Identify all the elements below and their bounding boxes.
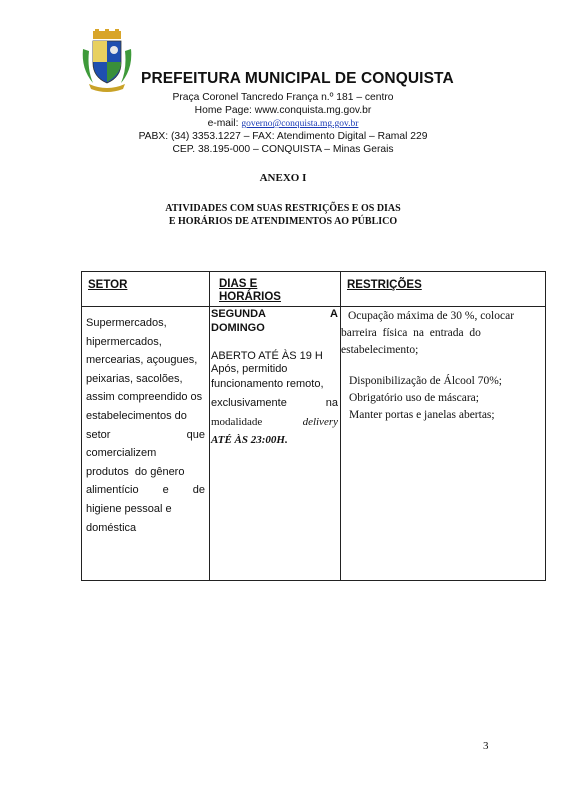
column-header-restricoes: RESTRIÇÕES: [347, 279, 422, 291]
column-header-dias: DIAS E HORÁRIOS: [219, 278, 281, 303]
activities-table: [81, 271, 546, 581]
column-header-setor: SETOR: [88, 279, 128, 291]
header-cell-setor: [82, 272, 210, 307]
page-number: 3: [483, 740, 489, 752]
annex-subtitle-line1: ATIVIDADES COM SUAS RESTRIÇÕES E OS DIAS: [165, 203, 401, 214]
setor-text: Supermercados, hipermercados, mercearias, açougues, peixarias, sacolões, assim compreendido os estabelecimentos do setor que comercializem produtos do gênero alimentício e de higiene pessoal e doméstica: [86, 317, 205, 534]
email-link[interactable]: governo@conquista.mg.gov.br: [241, 119, 359, 129]
header-cell-restricoes: [341, 272, 546, 307]
dias-text: SEGUNDA A DOMINGO ABERTO ATÉ ÀS 19 H Após, permitido funcionamento remoto, exclusivamente na modalidade delivery ATÉ ÀS 23:00H.: [211, 308, 338, 446]
annex-title: ANEXO I: [259, 172, 307, 184]
page-title: PREFEITURA MUNICIPAL DE CONQUISTA: [141, 70, 454, 87]
setor-cell: [82, 307, 210, 581]
email-label: e-mail:: [207, 118, 242, 129]
restricoes-text: Ocupação máxima de 30 %, colocar barreira física na entrada do estabelecimento; Disponibilização de Álcool 70%; Obrigatório uso de máscara; Manter portas e janelas abertas;: [341, 310, 515, 421]
dias-cell: [210, 307, 341, 581]
table-header-row: [82, 272, 546, 307]
municipal-crest-icon: [79, 29, 135, 93]
homepage-line: Home Page: www.conquista.mg.gov.br: [194, 105, 372, 116]
header-cell-dias: [210, 272, 341, 307]
email-line: [0, 118, 566, 129]
annex-subtitle-line2: E HORÁRIOS DE ATENDIMENTOS AO PÚBLICO: [168, 216, 398, 227]
phone-line: PABX: (34) 3353.1227 – FAX: Atendimento Digital – Ramal 229: [138, 131, 428, 142]
table-row: [82, 307, 546, 581]
address-line: Praça Coronel Tancredo França n.º 181 – centro: [172, 92, 394, 103]
cep-line: CEP. 38.195-000 – CONQUISTA – Minas Gerais: [172, 144, 394, 155]
restricoes-cell: [341, 307, 546, 581]
